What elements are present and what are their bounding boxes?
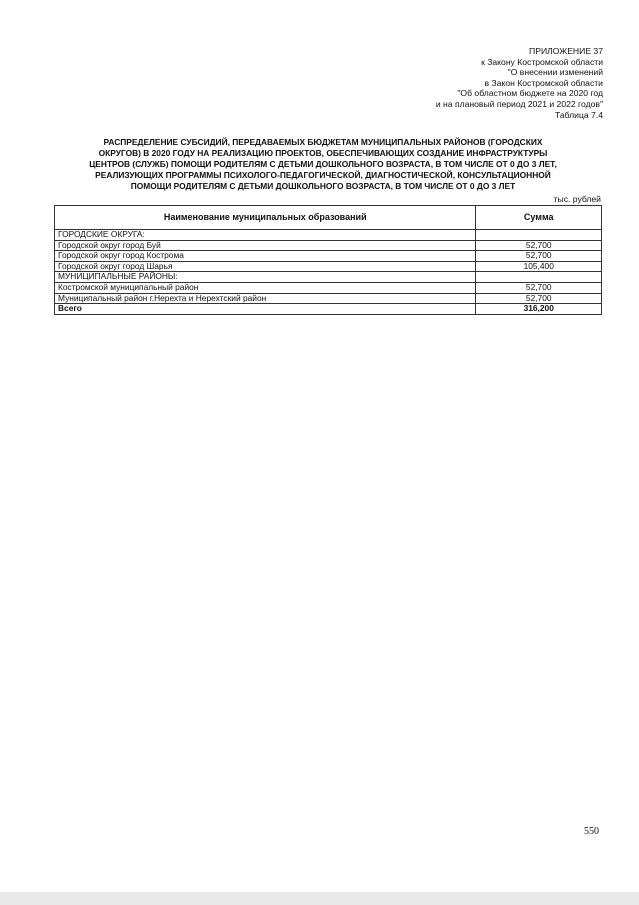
table-row — [55, 293, 602, 304]
table-row — [55, 251, 602, 262]
appendix-header — [436, 46, 603, 120]
column-header-name: Наименование муниципальных образований — [55, 206, 476, 230]
sum-cell: 52,700 — [476, 293, 602, 304]
title-line: РАСПРЕДЕЛЕНИЕ СУБСИДИЙ, ПЕРЕДАВАЕМЫХ БЮДЖЕТАМ МУНИЦИПАЛЬНЫХ РАЙОНОВ (ГОРОДСКИХ — [103, 137, 543, 147]
sum-cell: 52,700 — [476, 251, 602, 262]
section-heading-cell: МУНИЦИПАЛЬНЫЕ РАЙОНЫ: — [55, 272, 476, 283]
subsidy-table — [54, 205, 602, 315]
total-sum-cell: 316,200 — [476, 304, 602, 315]
units-label: тыс. рублей — [553, 194, 601, 204]
sum-cell: 52,700 — [476, 240, 602, 251]
total-label-cell: Всего — [55, 304, 476, 315]
sum-cell — [476, 230, 602, 241]
table-row — [55, 230, 602, 241]
scan-bottom-edge — [0, 892, 639, 905]
header-line: "Об областном бюджете на 2020 год — [457, 88, 603, 99]
name-cell: Муниципальный район г.Нерехта и Нерехтский район — [55, 293, 476, 304]
sum-cell — [476, 272, 602, 283]
table-row — [55, 282, 602, 293]
sum-cell: 105,400 — [476, 261, 602, 272]
table-row — [55, 240, 602, 251]
header-line: и на плановый период 2021 и 2022 годов" — [435, 98, 603, 109]
header-line: к Закону Костромской области — [481, 56, 603, 67]
title-line: ЦЕНТРОВ (СЛУЖБ) ПОМОЩИ РОДИТЕЛЯМ С ДЕТЬМИ ДОШКОЛЬНОГО ВОЗРАСТА, В ТОМ ЧИСЛЕ ОТ 0 ДО 3 ЛЕТ, — [89, 159, 557, 169]
sum-cell: 52,700 — [476, 282, 602, 293]
header-line: ПРИЛОЖЕНИЕ 37 — [529, 46, 603, 56]
document-title — [40, 137, 606, 192]
table-header-row — [55, 206, 602, 230]
table-row — [55, 272, 602, 283]
header-line: в Закон Костромской области — [484, 77, 603, 88]
column-header-sum: Сумма — [476, 206, 602, 230]
name-cell: Костромской муниципальный район — [55, 282, 476, 293]
section-heading-cell: ГОРОДСКИЕ ОКРУГА: — [55, 230, 476, 241]
page-number: 550 — [584, 826, 599, 837]
title-line: ПОМОЩИ РОДИТЕЛЯМ С ДЕТЬМИ ДОШКОЛЬНОГО ВОЗРАСТА, В ТОМ ЧИСЛЕ ОТ 0 ДО 3 ЛЕТ — [130, 181, 516, 191]
name-cell: Городской округ город Кострома — [55, 251, 476, 262]
name-cell: Городской округ город Шарья — [55, 261, 476, 272]
title-line: РЕАЛИЗУЮЩИХ ПРОГРАММЫ ПСИХОЛОГО-ПЕДАГОГИЧЕСКОЙ, ДИАГНОСТИЧЕСКОЙ, КОНСУЛЬТАЦИОННОЙ — [95, 170, 551, 180]
header-line: "О внесении изменений — [507, 67, 603, 78]
title-line: ОКРУГОВ) В 2020 ГОДУ НА РЕАЛИЗАЦИЮ ПРОЕКТОВ, ОБЕСПЕЧИВАЮЩИХ СОЗДАНИЕ ИНФРАСТРУКТУРЫ — [98, 148, 548, 158]
name-cell: Городской округ город Буй — [55, 240, 476, 251]
table-number: Таблица 7.4 — [554, 109, 603, 120]
total-row — [55, 304, 602, 315]
